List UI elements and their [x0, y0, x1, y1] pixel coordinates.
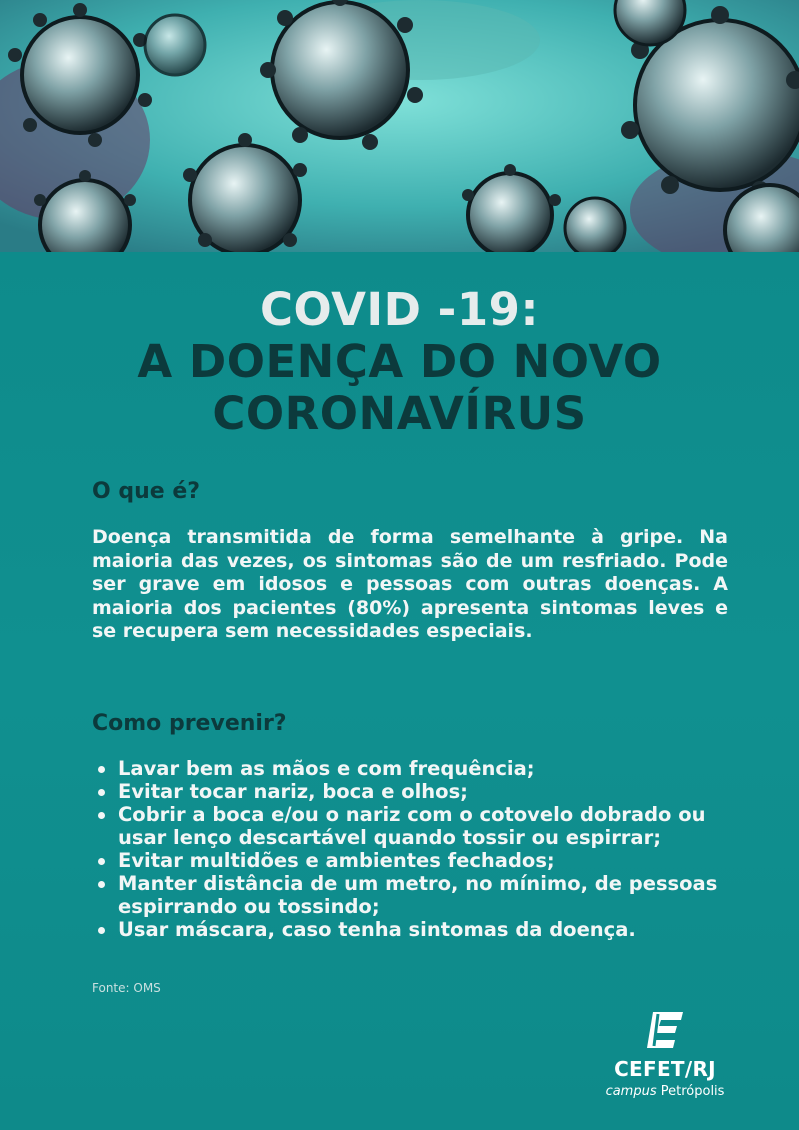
- list-item: Lavar bem as mãos e com frequência;: [92, 757, 752, 780]
- title-line-2: A DOENÇA DO NOVO: [137, 335, 662, 388]
- prevent-heading: Como prevenir?: [92, 711, 287, 736]
- list-item: Manter distância de um metro, no mínimo, de pessoas espirrando ou tossindo;: [92, 872, 752, 918]
- campus-place: Petrópolis: [660, 1084, 725, 1099]
- cefet-logo-icon: [645, 1010, 685, 1050]
- page-title: [0, 284, 799, 440]
- what-paragraph: Doença transmitida de forma semelhante à gripe. Na maioria das vezes, os sintomas são de um resfriado. Pode ser grave em idosos e pessoas com outras doenças. A maioria dos pacientes (80%) apresenta sintomas leves e se recupera sem necessidades especiais.: [92, 526, 728, 642]
- list-item: Usar máscara, caso tenha sintomas da doença.: [92, 918, 752, 941]
- logo-campus: [590, 1084, 740, 1099]
- coronavirus-image: [0, 0, 799, 252]
- virus-particle: [565, 198, 625, 252]
- coronavirus-banner: [0, 0, 799, 252]
- prevention-list: [92, 757, 752, 941]
- list-item: Evitar multidões e ambientes fechados;: [92, 849, 752, 872]
- virus-particle: [145, 15, 205, 75]
- title-line-3: CORONAVÍRUS: [212, 387, 587, 440]
- title-line-1: COVID -19:: [260, 283, 539, 336]
- campus-word: campus: [605, 1084, 657, 1099]
- source-note: Fonte: OMS: [92, 981, 161, 995]
- what-heading: O que é?: [92, 479, 201, 504]
- list-item: Evitar tocar nariz, boca e olhos;: [92, 780, 752, 803]
- logo-name: CEFET/RJ: [614, 1057, 716, 1081]
- list-item: Cobrir a boca e/ou o nariz com o cotovelo dobrado ou usar lenço descartável quando tossir ou espirrar;: [92, 803, 752, 849]
- cefet-logo: [590, 1010, 740, 1105]
